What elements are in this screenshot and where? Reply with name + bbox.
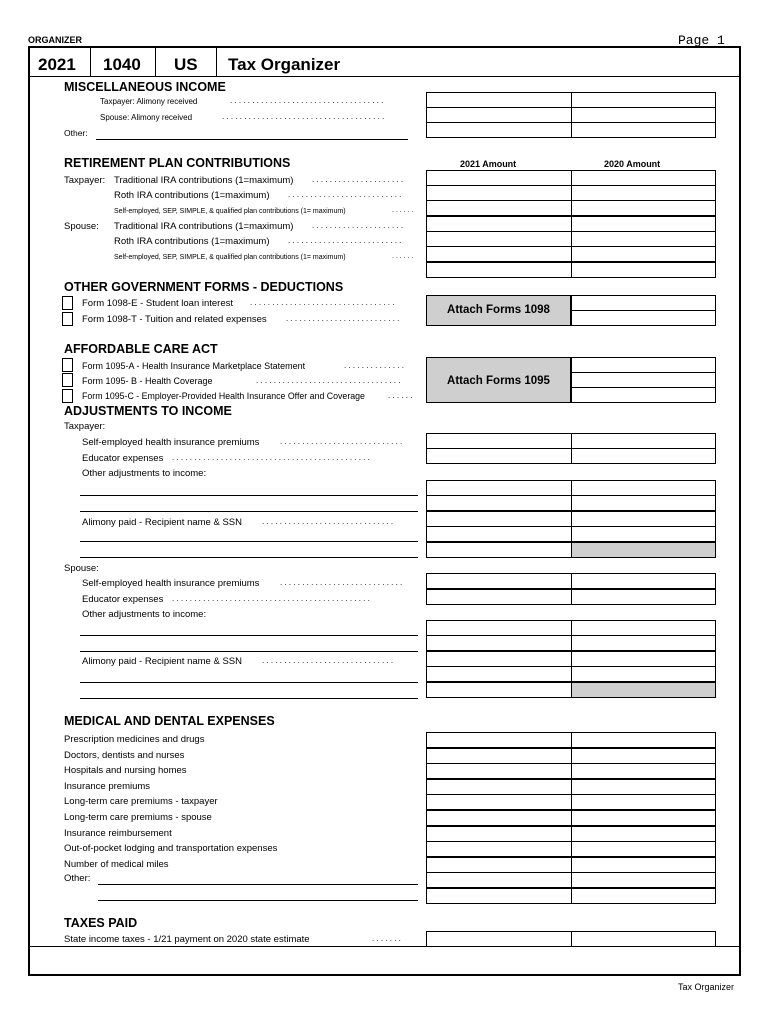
medical-other-line-2[interactable] bbox=[98, 900, 418, 901]
adj-spouse-label: Spouse: bbox=[64, 563, 99, 574]
checkbox-1098t[interactable] bbox=[62, 312, 73, 326]
medical-item-label: Insurance premiums bbox=[64, 780, 151, 792]
medical-item-label: Doctors, dentists and nurses bbox=[64, 749, 185, 761]
adj-tp-other3-2021[interactable] bbox=[426, 511, 572, 527]
ret-sp-roth-2021[interactable] bbox=[426, 231, 572, 247]
adj-sp-educator: Educator expenses bbox=[82, 594, 164, 605]
dot-leader: . . . . . . . . . . . . . . . . . . . . . . . . . . . . . . . . . . . bbox=[230, 96, 384, 105]
ret-sp-se-2020[interactable] bbox=[571, 246, 716, 262]
medical-item-label: Hospitals and nursing homes bbox=[64, 765, 187, 777]
medical-other-2020[interactable] bbox=[571, 872, 716, 888]
misc-taxpayer-alimony: Taxpayer: Alimony received bbox=[100, 97, 198, 106]
section-adjustments: ADJUSTMENTS TO INCOME bbox=[64, 404, 232, 418]
ret-tp-traditional: Traditional IRA contributions (1=maximum) bbox=[114, 175, 294, 186]
adj-tp-alimony: Alimony paid - Recipient name & SSN bbox=[82, 517, 242, 528]
dot-leader: . . . . . . . . . . . . . . . . . . . . . . . . . . . . . . bbox=[262, 517, 394, 526]
header-form: 1040 bbox=[103, 55, 141, 74]
dot-leader: . . . . . . bbox=[388, 391, 413, 400]
medical-item-label: Number of medical miles bbox=[64, 858, 169, 870]
section-misc-income: MISCELLANEOUS INCOME bbox=[64, 80, 226, 94]
ret-spouse-label: Spouse: bbox=[64, 221, 99, 232]
section-retirement: RETIREMENT PLAN CONTRIBUTIONS bbox=[64, 156, 291, 170]
checkbox-1095b[interactable] bbox=[62, 373, 73, 387]
dot-leader: . . . . . . . . . . . . . . . . . . . . . . . . . . . . . . . . . . . . . bbox=[222, 112, 385, 121]
medical-item-2021[interactable] bbox=[426, 779, 572, 795]
dot-leader: . . . . . . . . . . . . . . . . . . . . . bbox=[312, 221, 404, 230]
taxes-state: State income taxes - 1/21 payment on 2020 state estimate bbox=[64, 934, 310, 945]
ret-tp-trad-2020[interactable] bbox=[571, 170, 716, 186]
ret-tp-self-employed: Self-employed, SEP, SIMPLE, & qualified plan contributions (1= maximum) bbox=[114, 208, 346, 215]
checkbox-1095a[interactable] bbox=[62, 358, 73, 372]
col-2021-amount: 2021 Amount bbox=[460, 159, 517, 169]
adj-tp-se-2021[interactable] bbox=[426, 433, 572, 449]
medical-item-2020[interactable] bbox=[571, 826, 716, 842]
label-1098e: Form 1098-E - Student loan interest bbox=[82, 298, 234, 309]
adj-sp-other3-2020[interactable] bbox=[571, 651, 716, 667]
ret-tp-roth: Roth IRA contributions (1=maximum) bbox=[114, 190, 270, 201]
organizer-label: ORGANIZER bbox=[28, 35, 82, 45]
medical-item-2020[interactable] bbox=[571, 748, 716, 764]
aca-1095a-2020[interactable] bbox=[571, 357, 716, 373]
dot-leader: . . . . . . . . . . . . . . . . . . . . . . . . . . . . . . . . . bbox=[256, 376, 401, 385]
adj-sp-edu-2020[interactable] bbox=[571, 589, 716, 605]
adj-sp-other2-2021[interactable] bbox=[426, 635, 572, 651]
dot-leader: . . . . . . . . . . . . . . . . . . . . . . . . . . . . . . . . . . . . . . . . . . . . . bbox=[172, 594, 370, 603]
medical-item-2020[interactable] bbox=[571, 732, 716, 748]
ret-sp-traditional: Traditional IRA contributions (1=maximum) bbox=[114, 221, 294, 232]
ret-sp-trad-2020[interactable] bbox=[571, 216, 716, 232]
adj-sp-other1-2021[interactable] bbox=[426, 620, 572, 636]
adj-sp-other2-2020[interactable] bbox=[571, 635, 716, 651]
adj-tp-other-line-2[interactable] bbox=[80, 511, 418, 512]
dot-leader: . . . . . . . . . . . . . . . . . . . . . bbox=[312, 175, 404, 184]
medical-item-2021[interactable] bbox=[426, 794, 572, 810]
taxes-state-2021[interactable] bbox=[426, 931, 572, 947]
adj-tp-alim2-2021[interactable] bbox=[426, 542, 572, 558]
adj-tp-other-line-1[interactable] bbox=[80, 495, 418, 496]
adj-sp-other-line-1[interactable] bbox=[80, 635, 418, 636]
dot-leader: . . . . . . . . . . . . . . . . . . . . . . . . . . . . bbox=[280, 437, 403, 446]
adj-sp-alim2-2020-shaded bbox=[571, 682, 716, 698]
ret-tp-se-2021[interactable] bbox=[426, 200, 572, 216]
misc-other-2021[interactable] bbox=[426, 122, 572, 138]
dot-leader: . . . . . . . . . . . . . . . . . . . . . . . . . . . . . . bbox=[262, 656, 394, 665]
medical-item-label: Long-term care premiums - taxpayer bbox=[64, 796, 218, 808]
header-divider bbox=[216, 46, 217, 77]
medical-other-2021[interactable] bbox=[426, 872, 572, 888]
section-taxes-paid: TAXES PAID bbox=[64, 916, 138, 930]
section-aca: AFFORDABLE CARE ACT bbox=[64, 342, 218, 356]
misc-spouse-alimony: Spouse: Alimony received bbox=[100, 113, 193, 122]
adj-sp-other-line-2[interactable] bbox=[80, 651, 418, 652]
adj-sp-alim1-2021[interactable] bbox=[426, 666, 572, 682]
medical-item-2020[interactable] bbox=[571, 810, 716, 826]
adj-sp-other: Other adjustments to income: bbox=[82, 609, 207, 620]
adj-tp-se-health: Self-employed health insurance premiums bbox=[82, 437, 260, 448]
label-1095a: Form 1095-A - Health Insurance Marketplace Statement bbox=[82, 361, 306, 371]
taxes-state-2020[interactable] bbox=[571, 931, 716, 947]
gov-1098t-2020[interactable] bbox=[571, 310, 716, 326]
adj-tp-alimony-line-1[interactable] bbox=[80, 541, 418, 542]
ret-tp-roth-2020[interactable] bbox=[571, 185, 716, 201]
ret-sp-roth: Roth IRA contributions (1=maximum) bbox=[114, 236, 270, 247]
medical-item-2020[interactable] bbox=[571, 763, 716, 779]
adj-tp-other1-2021[interactable] bbox=[426, 480, 572, 496]
medical-item-2021[interactable] bbox=[426, 763, 572, 779]
label-1095b: Form 1095- B - Health Coverage bbox=[82, 376, 213, 386]
adj-sp-alimony: Alimony paid - Recipient name & SSN bbox=[82, 656, 242, 667]
label-1095c: Form 1095-C - Employer-Provided Health Insurance Offer and Coverage bbox=[82, 391, 365, 401]
adj-tp-se-2020[interactable] bbox=[571, 433, 716, 449]
dot-leader: . . . . . . . . . . . . . . . . . . . . . . . . . . . . . . . . . bbox=[250, 298, 395, 307]
aca-1095b-2020[interactable] bbox=[571, 372, 716, 388]
adj-tp-edu-2020[interactable] bbox=[571, 448, 716, 464]
adj-sp-alim2-2021[interactable] bbox=[426, 682, 572, 698]
medical-item-2021[interactable] bbox=[426, 748, 572, 764]
footer-label: Tax Organizer bbox=[678, 982, 735, 992]
label-1098t: Form 1098-T - Tuition and related expenses bbox=[82, 314, 267, 325]
medical-other-label: Other: bbox=[64, 873, 91, 884]
dot-leader: . . . . . . . . . . . . . . bbox=[344, 361, 405, 370]
adj-sp-other1-2020[interactable] bbox=[571, 620, 716, 636]
dot-leader: . . . . . . . . . . . . . . . . . . . . . . . . . . . . bbox=[280, 578, 403, 587]
attach-forms-1095: Attach Forms 1095 bbox=[426, 357, 571, 403]
adj-sp-other3-2021[interactable] bbox=[426, 651, 572, 667]
misc-taxpayer-2020[interactable] bbox=[571, 92, 716, 108]
medical-other-2021[interactable] bbox=[426, 888, 572, 904]
adj-tp-other1-2020[interactable] bbox=[571, 480, 716, 496]
adj-sp-edu-2021[interactable] bbox=[426, 589, 572, 605]
section-gov-forms: OTHER GOVERNMENT FORMS - DEDUCTIONS bbox=[64, 280, 344, 294]
adj-sp-alimony-line-1[interactable] bbox=[80, 682, 418, 683]
ret-tp-roth-2021[interactable] bbox=[426, 185, 572, 201]
page-number: Page 1 bbox=[678, 33, 725, 48]
medical-other-2020[interactable] bbox=[571, 888, 716, 904]
adj-tp-alim1-2020[interactable] bbox=[571, 526, 716, 542]
ret-extra-2020[interactable] bbox=[571, 262, 716, 278]
header-year: 2021 bbox=[38, 55, 76, 74]
medical-item-label: Prescription medicines and drugs bbox=[64, 734, 205, 745]
adj-sp-alim1-2020[interactable] bbox=[571, 666, 716, 682]
medical-item-label: Insurance reimbursement bbox=[64, 827, 172, 839]
header-title: Tax Organizer bbox=[228, 55, 341, 74]
aca-1095c-2020[interactable] bbox=[571, 387, 716, 403]
header-country: US bbox=[174, 55, 198, 74]
medical-item-2020[interactable] bbox=[571, 779, 716, 795]
adj-tp-other3-2020[interactable] bbox=[571, 511, 716, 527]
dot-leader: . . . . . . . . . . . . . . . . . . . . . . . . . . . . . . . . . . . . . . . . . . . . . bbox=[172, 453, 370, 462]
adj-tp-other: Other adjustments to income: bbox=[82, 468, 207, 479]
adj-tp-alim1-2021[interactable] bbox=[426, 526, 572, 542]
medical-item-2020[interactable] bbox=[571, 794, 716, 810]
medical-item-2020[interactable] bbox=[571, 841, 716, 857]
adj-tp-other2-2020[interactable] bbox=[571, 495, 716, 511]
medical-item-label: Out-of-pocket lodging and transportation expenses bbox=[64, 843, 278, 855]
section-medical: MEDICAL AND DENTAL EXPENSES bbox=[64, 714, 275, 728]
dot-leader: . . . . . . bbox=[392, 253, 414, 260]
col-2020-amount: 2020 Amount bbox=[604, 159, 661, 169]
dot-leader: . . . . . . . . . . . . . . . . . . . . . . . . . . bbox=[288, 236, 402, 245]
misc-spouse-2020[interactable] bbox=[571, 107, 716, 123]
misc-other-line[interactable] bbox=[96, 139, 408, 140]
header-divider bbox=[90, 46, 91, 77]
ret-sp-self-employed: Self-employed, SEP, SIMPLE, & qualified plan contributions (1= maximum) bbox=[114, 254, 346, 261]
medical-item-2021[interactable] bbox=[426, 826, 572, 842]
adj-sp-se-2021[interactable] bbox=[426, 573, 572, 589]
adj-tp-alim2-2020-shaded bbox=[571, 542, 716, 558]
adj-tp-other2-2021[interactable] bbox=[426, 495, 572, 511]
ret-tp-trad-2021[interactable] bbox=[426, 170, 572, 186]
gov-1098e-2020[interactable] bbox=[571, 295, 716, 311]
adj-sp-se-2020[interactable] bbox=[571, 573, 716, 589]
ret-tp-se-2020[interactable] bbox=[571, 200, 716, 216]
adj-taxpayer-label: Taxpayer: bbox=[64, 421, 106, 432]
ret-sp-trad-2021[interactable] bbox=[426, 216, 572, 232]
adj-tp-edu-2021[interactable] bbox=[426, 448, 572, 464]
misc-taxpayer-2021[interactable] bbox=[426, 92, 572, 108]
dot-leader: . . . . . . bbox=[392, 207, 414, 214]
adj-sp-alimony-line-2[interactable] bbox=[80, 698, 418, 699]
medical-other-line-1[interactable] bbox=[98, 884, 418, 885]
medical-item-label: Long-term care premiums - spouse bbox=[64, 812, 212, 823]
ret-sp-roth-2020[interactable] bbox=[571, 231, 716, 247]
dot-leader: . . . . . . . bbox=[372, 934, 401, 943]
dot-leader: . . . . . . . . . . . . . . . . . . . . . . . . . . bbox=[288, 190, 402, 199]
adj-sp-se-health: Self-employed health insurance premiums bbox=[82, 578, 260, 589]
header-divider bbox=[155, 46, 156, 77]
medical-item-2020[interactable] bbox=[571, 857, 716, 873]
ret-sp-se-2021[interactable] bbox=[426, 246, 572, 262]
medical-item-2021[interactable] bbox=[426, 857, 572, 873]
misc-other-2020[interactable] bbox=[571, 122, 716, 138]
attach-forms-1098: Attach Forms 1098 bbox=[426, 295, 571, 326]
ret-taxpayer-label: Taxpayer: bbox=[64, 175, 106, 186]
medical-item-2021[interactable] bbox=[426, 732, 572, 748]
medical-item-2021[interactable] bbox=[426, 841, 572, 857]
adj-tp-alimony-line-2[interactable] bbox=[80, 557, 418, 558]
ret-extra-2021[interactable] bbox=[426, 262, 572, 278]
medical-item-2021[interactable] bbox=[426, 810, 572, 826]
dot-leader: . . . . . . . . . . . . . . . . . . . . . . . . . . bbox=[286, 314, 400, 323]
checkbox-1098e[interactable] bbox=[62, 296, 73, 310]
adj-tp-educator: Educator expenses bbox=[82, 453, 164, 464]
misc-other-label: Other: bbox=[64, 128, 88, 138]
checkbox-1095c[interactable] bbox=[62, 389, 73, 403]
misc-spouse-2021[interactable] bbox=[426, 107, 572, 123]
